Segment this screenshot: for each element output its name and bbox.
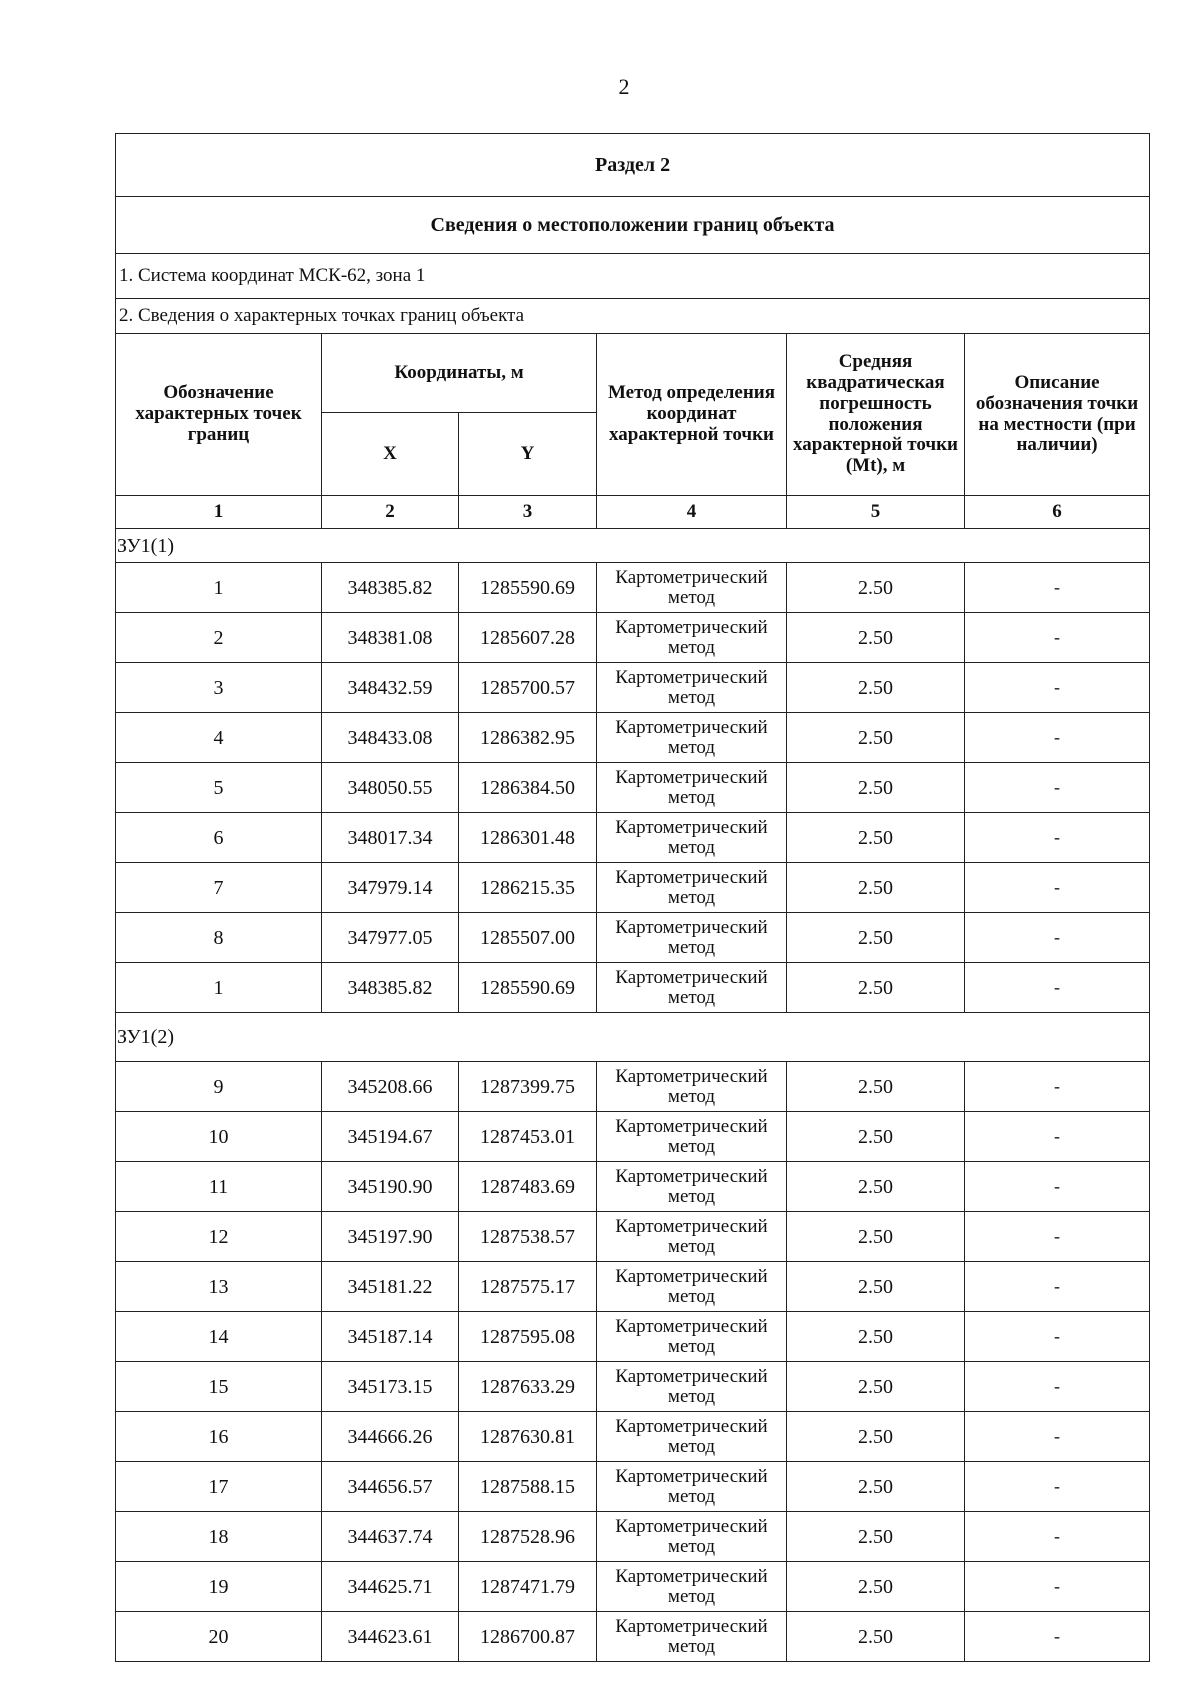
x-coordinate-cell: 344666.26: [322, 1412, 459, 1462]
description-cell: -: [965, 1312, 1150, 1362]
description-cell: -: [965, 1162, 1150, 1212]
point-number-cell: 7: [116, 863, 322, 913]
error-cell: 2.50: [787, 763, 965, 813]
y-coordinate-cell: 1287483.69: [459, 1162, 597, 1212]
point-number-cell: 4: [116, 713, 322, 763]
description-cell: -: [965, 1212, 1150, 1262]
column-number: 6: [965, 496, 1150, 529]
point-number-cell: 14: [116, 1312, 322, 1362]
x-coordinate-cell: 344656.57: [322, 1462, 459, 1512]
point-number-cell: 13: [116, 1262, 322, 1312]
x-coordinate-cell: 348017.34: [322, 813, 459, 863]
description-cell: -: [965, 713, 1150, 763]
x-coordinate-cell: 347979.14: [322, 863, 459, 913]
method-cell: Картометрический метод: [597, 1612, 787, 1662]
method-cell: Картометрический метод: [597, 713, 787, 763]
table-row: [116, 1562, 1150, 1612]
x-coordinate-cell: 348381.08: [322, 613, 459, 663]
point-number-cell: 3: [116, 663, 322, 713]
y-coordinate-cell: 1287538.57: [459, 1212, 597, 1262]
y-coordinate-cell: 1287399.75: [459, 1062, 597, 1112]
description-cell: -: [965, 813, 1150, 863]
table-row: [116, 1212, 1150, 1262]
point-number-cell: 19: [116, 1562, 322, 1612]
section-title: Раздел 2: [116, 134, 1150, 197]
table-row: [116, 1112, 1150, 1162]
method-cell: Картометрический метод: [597, 963, 787, 1013]
table-row: [116, 563, 1150, 613]
point-number-cell: 18: [116, 1512, 322, 1562]
error-cell: 2.50: [787, 1612, 965, 1662]
column-number: 2: [322, 496, 459, 529]
table-row: [116, 713, 1150, 763]
header-coords: Координаты, м: [322, 334, 597, 413]
description-cell: -: [965, 913, 1150, 963]
column-number: 3: [459, 496, 597, 529]
x-coordinate-cell: 344637.74: [322, 1512, 459, 1562]
error-cell: 2.50: [787, 1412, 965, 1462]
y-coordinate-cell: 1285700.57: [459, 663, 597, 713]
x-coordinate-cell: 345173.15: [322, 1362, 459, 1412]
method-cell: Картометрический метод: [597, 1412, 787, 1462]
error-cell: 2.50: [787, 1312, 965, 1362]
method-cell: Картометрический метод: [597, 563, 787, 613]
page-number: 2: [618, 74, 630, 99]
point-number-cell: 16: [116, 1412, 322, 1462]
table-row: [116, 1462, 1150, 1512]
y-coordinate-cell: 1287528.96: [459, 1512, 597, 1562]
x-coordinate-cell: 345208.66: [322, 1062, 459, 1112]
error-cell: 2.50: [787, 863, 965, 913]
x-coordinate-cell: 344623.61: [322, 1612, 459, 1662]
table-row: [116, 1412, 1150, 1462]
method-cell: Картометрический метод: [597, 1312, 787, 1362]
y-coordinate-cell: 1285590.69: [459, 563, 597, 613]
method-cell: Картометрический метод: [597, 1212, 787, 1262]
method-cell: Картометрический метод: [597, 663, 787, 713]
table-row: [116, 1612, 1150, 1662]
description-cell: -: [965, 1512, 1150, 1562]
point-number-cell: 10: [116, 1112, 322, 1162]
description-cell: -: [965, 1412, 1150, 1462]
table-row: [116, 913, 1150, 963]
point-number-cell: 8: [116, 913, 322, 963]
description-cell: -: [965, 763, 1150, 813]
point-number-cell: 11: [116, 1162, 322, 1212]
coordinate-system: 1. Система координат МСК-62, зона 1: [116, 254, 1150, 299]
y-coordinate-cell: 1286215.35: [459, 863, 597, 913]
y-coordinate-cell: 1287471.79: [459, 1562, 597, 1612]
y-coordinate-cell: 1287453.01: [459, 1112, 597, 1162]
x-coordinate-cell: 345187.14: [322, 1312, 459, 1362]
header-y: Y: [459, 413, 597, 496]
error-cell: 2.50: [787, 1112, 965, 1162]
description-cell: -: [965, 563, 1150, 613]
point-number-cell: 9: [116, 1062, 322, 1112]
description-cell: -: [965, 1612, 1150, 1662]
table-row: [116, 813, 1150, 863]
table-row: [116, 1312, 1150, 1362]
error-cell: 2.50: [787, 663, 965, 713]
y-coordinate-cell: 1287588.15: [459, 1462, 597, 1512]
table-row: [116, 1262, 1150, 1312]
y-coordinate-cell: 1285607.28: [459, 613, 597, 663]
method-cell: Картометрический метод: [597, 813, 787, 863]
column-number: 1: [116, 496, 322, 529]
y-coordinate-cell: 1286384.50: [459, 763, 597, 813]
header-description: Описание обозначения точки на местности (при наличии): [965, 334, 1150, 496]
table-row: [116, 763, 1150, 813]
description-cell: -: [965, 1262, 1150, 1312]
method-cell: Картометрический метод: [597, 613, 787, 663]
description-cell: -: [965, 1112, 1150, 1162]
error-cell: 2.50: [787, 1162, 965, 1212]
error-cell: 2.50: [787, 713, 965, 763]
y-coordinate-cell: 1285507.00: [459, 913, 597, 963]
x-coordinate-cell: 345194.67: [322, 1112, 459, 1162]
x-coordinate-cell: 348050.55: [322, 763, 459, 813]
table-row: [116, 1362, 1150, 1412]
error-cell: 2.50: [787, 1512, 965, 1562]
point-number-cell: 17: [116, 1462, 322, 1512]
error-cell: 2.50: [787, 1562, 965, 1612]
method-cell: Картометрический метод: [597, 1112, 787, 1162]
method-cell: Картометрический метод: [597, 1062, 787, 1112]
description-cell: -: [965, 663, 1150, 713]
x-coordinate-cell: 344625.71: [322, 1562, 459, 1612]
x-coordinate-cell: 345197.90: [322, 1212, 459, 1262]
y-coordinate-cell: 1286301.48: [459, 813, 597, 863]
method-cell: Картометрический метод: [597, 1512, 787, 1562]
error-cell: 2.50: [787, 613, 965, 663]
point-number-cell: 6: [116, 813, 322, 863]
description-cell: -: [965, 613, 1150, 663]
error-cell: 2.50: [787, 813, 965, 863]
error-cell: 2.50: [787, 1212, 965, 1262]
point-number-cell: 20: [116, 1612, 322, 1662]
x-coordinate-cell: 348433.08: [322, 713, 459, 763]
description-cell: -: [965, 1462, 1150, 1512]
x-coordinate-cell: 345181.22: [322, 1262, 459, 1312]
method-cell: Картометрический метод: [597, 913, 787, 963]
group-row: [116, 529, 1150, 563]
table-row: [116, 663, 1150, 713]
error-cell: 2.50: [787, 563, 965, 613]
description-cell: -: [965, 1062, 1150, 1112]
point-number-cell: 12: [116, 1212, 322, 1262]
error-cell: 2.50: [787, 913, 965, 963]
error-cell: 2.50: [787, 1462, 965, 1512]
method-cell: Картометрический метод: [597, 1162, 787, 1212]
description-cell: -: [965, 1362, 1150, 1412]
points-caption: 2. Сведения о характерных точках границ объекта: [116, 299, 1150, 334]
table-row: [116, 1062, 1150, 1112]
method-cell: Картометрический метод: [597, 763, 787, 813]
table-row: [116, 613, 1150, 663]
x-coordinate-cell: 345190.90: [322, 1162, 459, 1212]
y-coordinate-cell: 1286700.87: [459, 1612, 597, 1662]
group-row: [116, 1013, 1150, 1062]
boundary-points-table: [115, 133, 1150, 1662]
error-cell: 2.50: [787, 963, 965, 1013]
error-cell: 2.50: [787, 1362, 965, 1412]
header-x: X: [322, 413, 459, 496]
y-coordinate-cell: 1285590.69: [459, 963, 597, 1013]
description-cell: -: [965, 1562, 1150, 1612]
point-number-cell: 2: [116, 613, 322, 663]
y-coordinate-cell: 1287630.81: [459, 1412, 597, 1462]
table-row: [116, 1512, 1150, 1562]
method-cell: Картометрический метод: [597, 1262, 787, 1312]
point-number-cell: 15: [116, 1362, 322, 1412]
y-coordinate-cell: 1287575.17: [459, 1262, 597, 1312]
table-row: [116, 1162, 1150, 1212]
point-number-cell: 5: [116, 763, 322, 813]
description-cell: -: [965, 963, 1150, 1013]
x-coordinate-cell: 348385.82: [322, 963, 459, 1013]
table-row: [116, 863, 1150, 913]
x-coordinate-cell: 347977.05: [322, 913, 459, 963]
description-cell: -: [965, 863, 1150, 913]
table-row: [116, 963, 1150, 1013]
group-label: ЗУ1(1): [116, 529, 1150, 563]
method-cell: Картометрический метод: [597, 1562, 787, 1612]
method-cell: Картометрический метод: [597, 1462, 787, 1512]
error-cell: 2.50: [787, 1262, 965, 1312]
group-label: ЗУ1(2): [116, 1013, 1150, 1062]
section-subtitle: Сведения о местоположении границ объекта: [116, 197, 1150, 254]
x-coordinate-cell: 348432.59: [322, 663, 459, 713]
y-coordinate-cell: 1287633.29: [459, 1362, 597, 1412]
header-error: Средняя квадратическая погрешность положения характерной точки (Mt), м: [787, 334, 965, 496]
column-number: 5: [787, 496, 965, 529]
header-point: Обозначение характерных точек границ: [116, 334, 322, 496]
point-number-cell: 1: [116, 563, 322, 613]
y-coordinate-cell: 1286382.95: [459, 713, 597, 763]
point-number-cell: 1: [116, 963, 322, 1013]
y-coordinate-cell: 1287595.08: [459, 1312, 597, 1362]
x-coordinate-cell: 348385.82: [322, 563, 459, 613]
error-cell: 2.50: [787, 1062, 965, 1112]
method-cell: Картометрический метод: [597, 863, 787, 913]
method-cell: Картометрический метод: [597, 1362, 787, 1412]
column-number: 4: [597, 496, 787, 529]
header-method: Метод определения координат характерной точки: [597, 334, 787, 496]
